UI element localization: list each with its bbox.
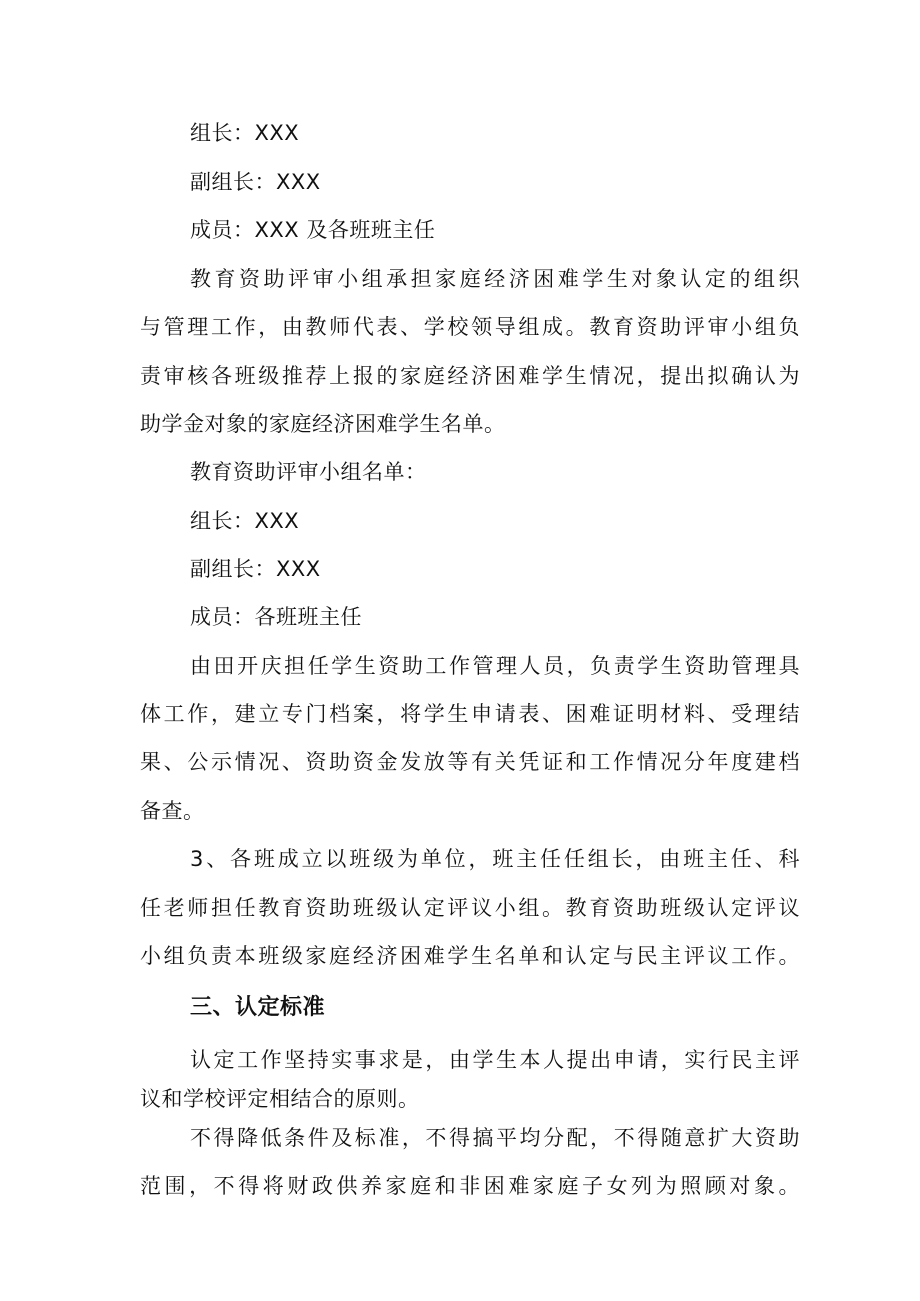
members-line: 成员：XXX 及各班班主任 — [190, 218, 436, 242]
paragraph-line: 助学金对象的家庭经济困难学生名单。 — [140, 412, 506, 436]
paragraph-line: 责审核各班级推荐上报的家庭经济困难学生情况，提出拟确认为 — [140, 364, 800, 388]
paragraph-line: 范围，不得将财政供养家庭和非困难家庭子女列为照顾对象。 — [140, 1174, 800, 1198]
paragraph-line: 议和学校评定相结合的原则。 — [140, 1087, 420, 1111]
deputy-leader-line: 副组长：XXX — [190, 557, 321, 581]
paragraph-line: 小组负责本班级家庭经济困难学生名单和认定与民主评议工作。 — [140, 944, 800, 968]
team-leader-line: 组长：XXX — [190, 121, 300, 145]
list-title-line: 教育资助评审小组名单： — [190, 460, 427, 484]
paragraph-line: 体工作，建立专门档案，将学生申请表、困难证明材料、受理结 — [140, 702, 800, 726]
deputy-leader-line: 副组长：XXX — [190, 170, 321, 194]
paragraph-line: 教育资助评审小组承担家庭经济困难学生对象认定的组织 — [190, 267, 800, 291]
paragraph-line: 认定工作坚持实事求是，由学生本人提出申请，实行民主评 — [190, 1048, 800, 1072]
team-leader-line: 组长：XXX — [190, 509, 300, 533]
paragraph-line: 任老师担任教育资助班级认定评议小组。教育资助班级认定评议 — [140, 896, 800, 920]
section-heading: 三、认定标准 — [190, 995, 326, 1020]
paragraph-line: 与管理工作，由教师代表、学校领导组成。教育资助评审小组负 — [140, 315, 800, 339]
members-line: 成员：各班班主任 — [190, 605, 362, 629]
paragraph-line: 由田开庆担任学生资助工作管理人员，负责学生资助管理具 — [190, 654, 800, 678]
paragraph-line: 备查。 — [140, 799, 205, 823]
paragraph-line: 果、公示情况、资助资金发放等有关凭证和工作情况分年度建档 — [140, 750, 800, 774]
paragraph-line: 3、各班成立以班级为单位，班主任任组长，由班主任、科 — [190, 847, 800, 871]
paragraph-line: 不得降低条件及标准，不得搞平均分配，不得随意扩大资助 — [190, 1126, 800, 1150]
